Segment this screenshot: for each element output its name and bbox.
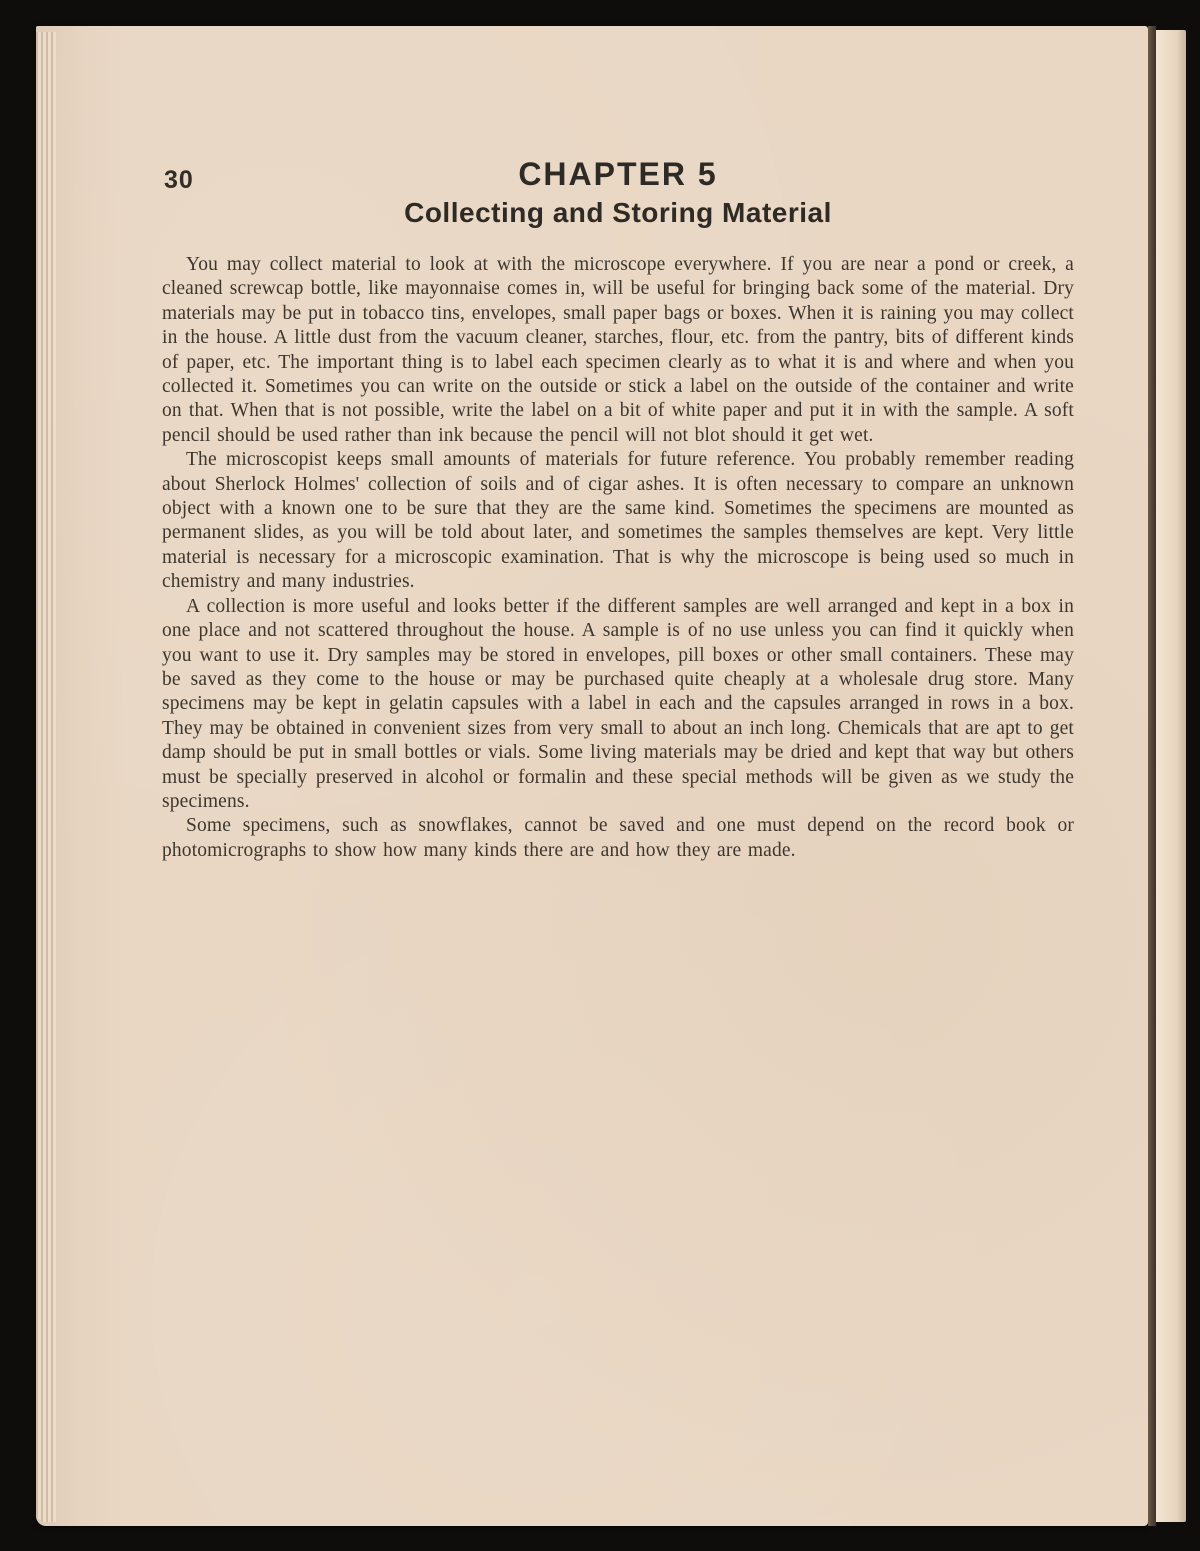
page-number: 30 — [164, 166, 194, 194]
page-content — [162, 138, 1074, 863]
book-page — [36, 26, 1148, 1526]
body-text — [162, 253, 1074, 863]
paragraph: The microscopist keeps small amounts of materials for future reference. You probably remember reading about Sherlock Holmes' collection of soils and of cigar ashes. It is often necessary to compare an unknown object with a known one to be sure that they are the same kind. Sometimes the specimens are mounted as permanent slides, as you will be told about later, and sometimes the samples themselves are kept. Very little material is necessary for a microscopic examination. That is why the microscope is being used so much in chemistry and many industries. — [162, 449, 1074, 593]
next-page-sliver — [1156, 30, 1186, 1522]
page-header — [162, 138, 1074, 229]
paragraph: Some specimens, such as snowflakes, cannot be saved and one must depend on the record book or photomicrographs to show how many kinds there are and how they are made. — [162, 815, 1074, 861]
chapter-title: CHAPTER 5 — [518, 156, 718, 192]
chapter-subtitle: Collecting and Storing Material — [404, 197, 832, 228]
paragraph: You may collect material to look at with the microscope everywhere. If you are near a pond or creek, a cleaned screwcap bottle, like mayonnaise comes in, will be useful for bringing back some of the material. Dry materials may be put in tobacco tins, envelopes, small paper bags or boxes. When it is raining you may collect in the house. A little dust from the vacuum cleaner, starches, flour, etc. from the pantry, bits of different kinds of paper, etc. The important thing is to label each specimen clearly as to what it is and where and when you collected it. Sometimes you can write on the outside or stick a label on the outside of the container and write on that. When that is not possible, write the label on a bit of white paper and put it in with the sample. A soft pencil should be used rather than ink because the pencil will not blot should it get wet. — [162, 254, 1074, 446]
page-gap-shadow — [1148, 26, 1156, 1526]
page-stack-edges — [36, 32, 56, 1522]
paragraph: A collection is more useful and looks better if the different samples are well arranged and kept in a box in one place and not scattered throughout the house. A sample is of no use unless you can find it quickly when you want to use it. Dry samples may be stored in envelopes, pill boxes or other small containers. These may be saved as they come to the house or may be purchased quite cheaply at a wholesale drug store. Many specimens may be kept in gelatin capsules with a label in each and the capsules arranged in rows in a box. They may be obtained in convenient sizes from very small to about an inch long. Chemicals that are apt to get damp should be put in small bottles or vials. Some living materials may be dried and kept that way but others must be specially preserved in alcohol or formalin and these special methods will be given as we study the specimens. — [162, 595, 1074, 812]
